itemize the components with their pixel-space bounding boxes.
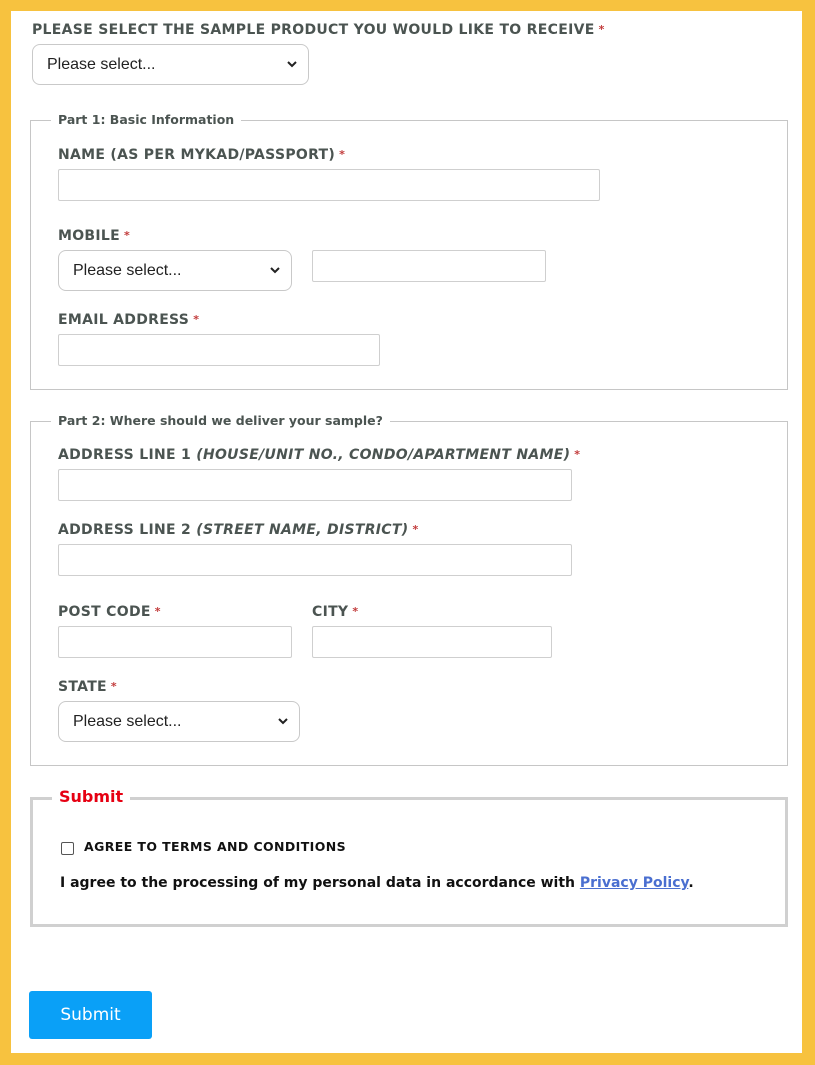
agree-label: AGREE TO TERMS AND CONDITIONS xyxy=(84,839,346,854)
submit-legend: Submit xyxy=(52,787,130,806)
address2-input[interactable] xyxy=(58,544,572,576)
privacy-policy-link[interactable]: Privacy Policy xyxy=(579,875,689,891)
city-input[interactable] xyxy=(312,626,552,658)
submit-fieldset xyxy=(30,797,788,927)
address1-input[interactable] xyxy=(58,469,572,501)
mobile-code-value: Please select... xyxy=(73,262,182,279)
address1-label: ADDRESS LINE 1 (HOUSE/UNIT NO., CONDO/APARTMENT NAME) * xyxy=(58,447,581,463)
product-select[interactable] xyxy=(32,44,309,85)
submit-button[interactable]: Submit xyxy=(29,991,152,1039)
part2-legend: Part 2: Where should we deliver your sample? xyxy=(51,413,390,428)
email-input[interactable] xyxy=(58,334,380,366)
chevron-down-icon xyxy=(286,58,298,70)
name-input[interactable] xyxy=(58,169,600,201)
address1-hint: (HOUSE/UNIT NO., CONDO/APARTMENT NAME) xyxy=(196,447,571,463)
name-label: NAME (AS PER MYKAD/PASSPORT) * xyxy=(58,147,346,163)
chevron-down-icon xyxy=(269,264,281,276)
address2-label: ADDRESS LINE 2 (STREET NAME, DISTRICT) * xyxy=(58,522,419,538)
mobile-code-select[interactable] xyxy=(58,250,292,291)
consent-text: I agree to the processing of my personal data in accordance with Privacy Policy. xyxy=(60,875,694,891)
address2-hint: (STREET NAME, DISTRICT) xyxy=(196,522,409,538)
agree-checkbox[interactable] xyxy=(61,842,74,855)
mobile-number-input[interactable] xyxy=(312,250,546,282)
required-marker: * xyxy=(193,313,200,326)
chevron-down-icon xyxy=(277,715,289,727)
form-page xyxy=(11,11,802,1053)
required-marker: * xyxy=(574,448,581,461)
state-select[interactable] xyxy=(58,701,300,742)
required-marker: * xyxy=(352,605,359,618)
part1-legend: Part 1: Basic Information xyxy=(51,112,241,127)
required-marker: * xyxy=(339,148,346,161)
required-marker: * xyxy=(110,680,117,693)
email-label: EMAIL ADDRESS * xyxy=(58,312,200,328)
mobile-label: MOBILE * xyxy=(58,228,131,244)
city-label: CITY * xyxy=(312,604,359,620)
product-label: PLEASE SELECT THE SAMPLE PRODUCT YOU WOULD LIKE TO RECEIVE * xyxy=(32,22,605,38)
postcode-input[interactable] xyxy=(58,626,292,658)
required-marker: * xyxy=(412,523,419,536)
required-marker: * xyxy=(598,23,605,36)
state-select-value: Please select... xyxy=(73,713,182,730)
postcode-label: POST CODE * xyxy=(58,604,161,620)
state-label: STATE * xyxy=(58,679,117,695)
required-marker: * xyxy=(124,229,131,242)
required-marker: * xyxy=(154,605,161,618)
product-select-value: Please select... xyxy=(47,56,156,73)
